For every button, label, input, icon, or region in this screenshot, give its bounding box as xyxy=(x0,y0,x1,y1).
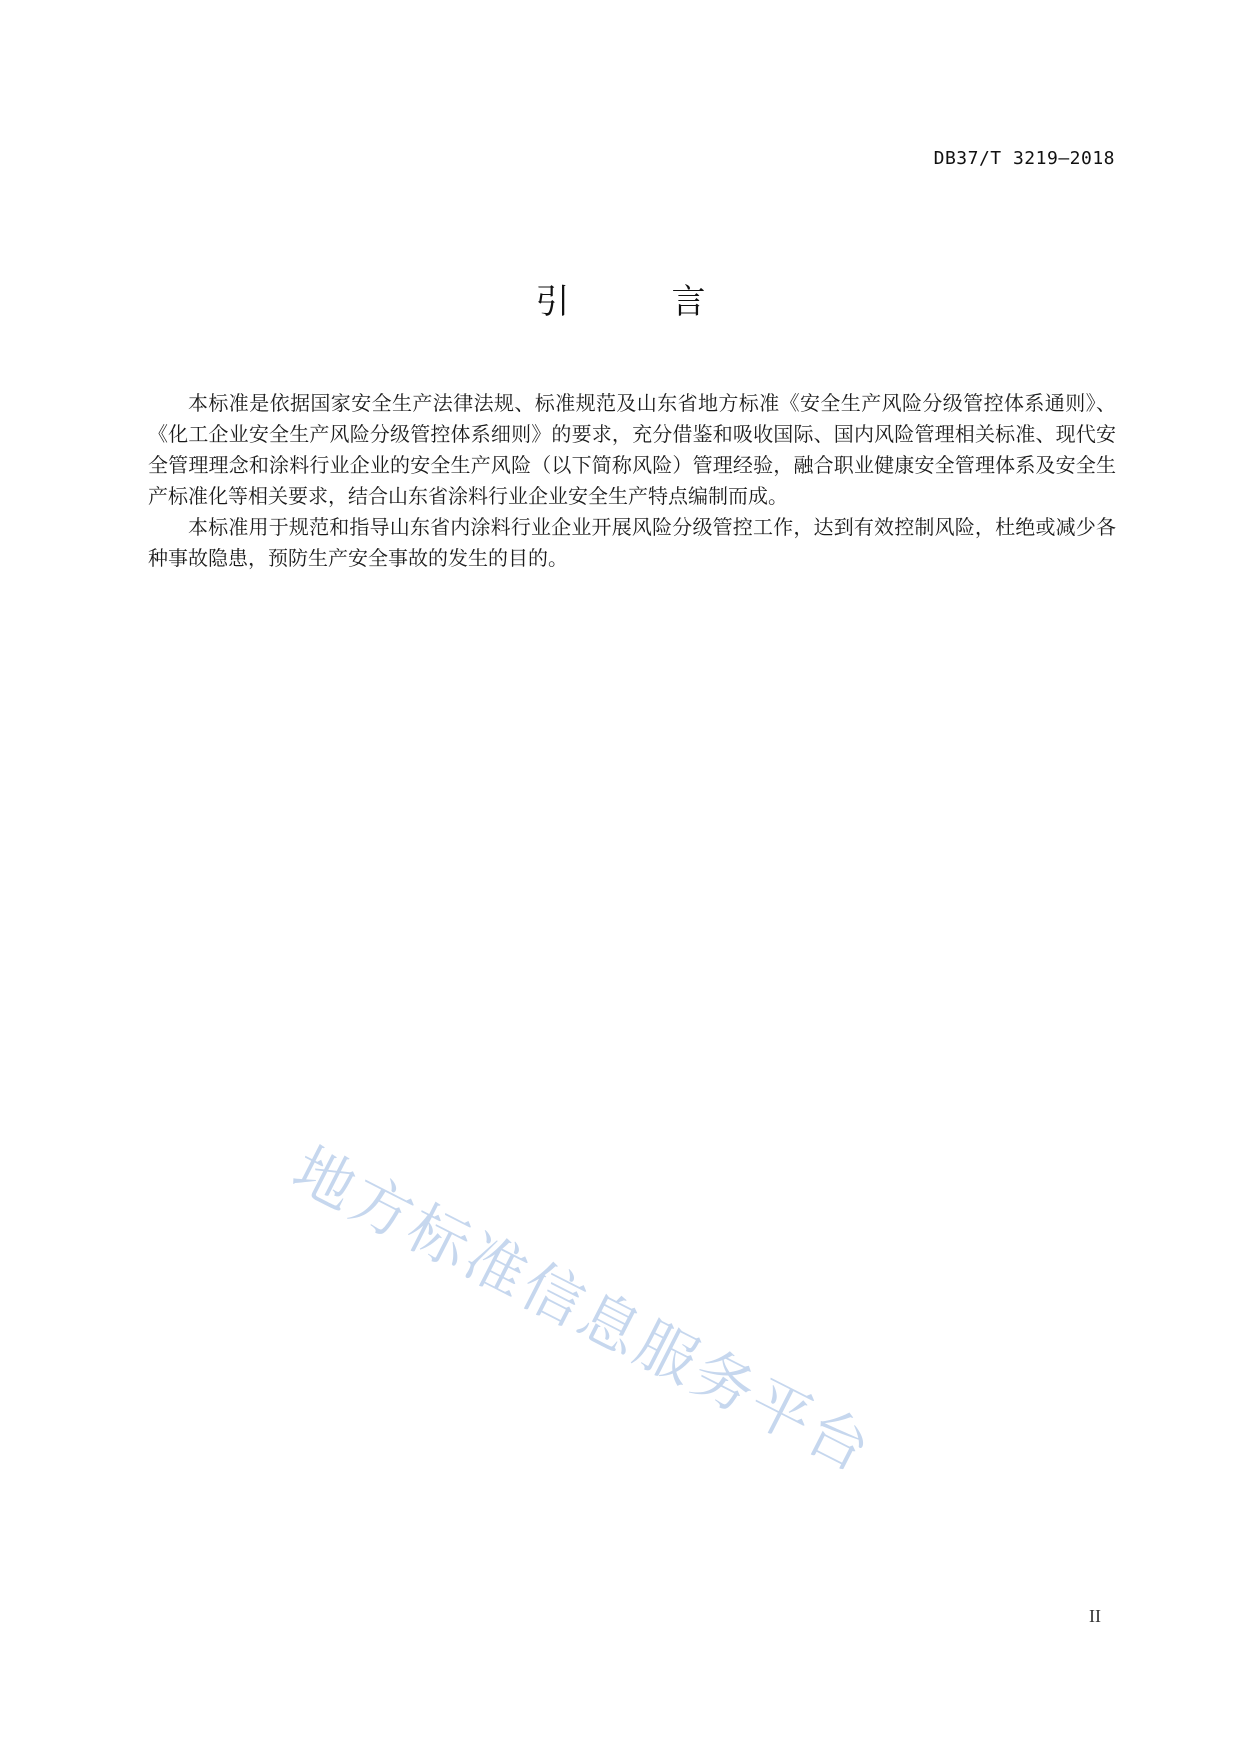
standard-code: DB37/T 3219—2018 xyxy=(933,148,1115,169)
paragraph-1: 本标准是依据国家安全生产法律法规、标准规范及山东省地方标准《安全生产风险分级管控体系通则》、《化工企业安全生产风险分级管控体系细则》的要求，充分借鉴和吸收国际、国内风险管理相关标准、现代安全管理理念和涂料行业企业的安全生产风险（以下简称风险）管理经验，融合职业健康安全管理体系及安全生产标准化等相关要求，结合山东省涂料行业企业安全生产特点编制而成。 xyxy=(148,391,1116,508)
introduction-body xyxy=(148,388,1116,574)
page-number: II xyxy=(1089,1606,1101,1626)
page-title: 引 言 xyxy=(535,282,740,322)
paragraph-2: 本标准用于规范和指导山东省内涂料行业企业开展风险分级管控工作，达到有效控制风险，杜绝或减少各种事故隐患，预防生产安全事故的发生的目的。 xyxy=(148,515,1116,570)
watermark-text: 地方标准信息服务平台 xyxy=(281,1134,884,1488)
